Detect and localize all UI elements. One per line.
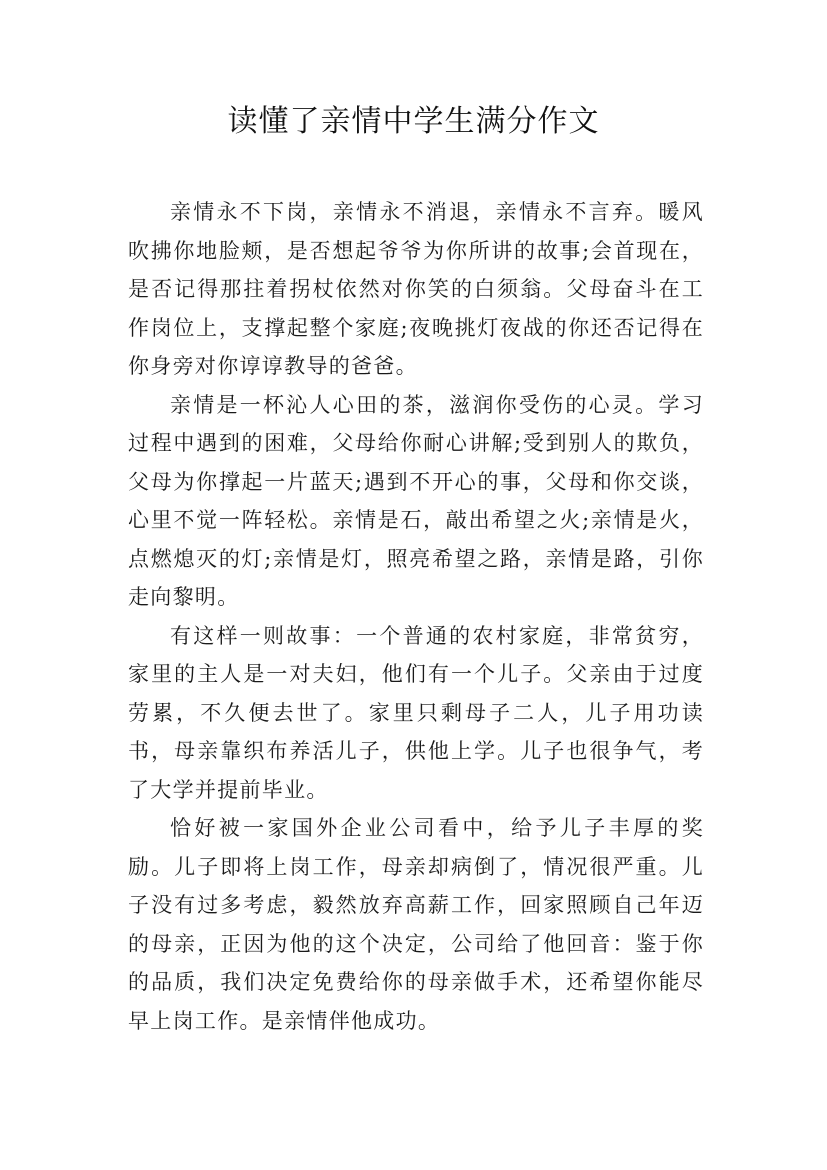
paragraph-2: 亲情是一杯沁人心田的茶，滋润你受伤的心灵。学习过程中遇到的困难，父母给你耐心讲解;受到别人的欺负，父母为你撑起一片蓝天;遇到不开心的事，父母和你交谈，心里不觉一阵轻松。亲情是石，敲出希望之火;亲情是火，点燃熄灭的灯;亲情是灯，照亮希望之路，亲情是路，引你走向黎明。 <box>128 392 704 609</box>
essay-body <box>128 193 704 1040</box>
paragraph-4: 恰好被一家国外企业公司看中，给予儿子丰厚的奖励。儿子即将上岗工作，母亲却病倒了，情况很严重。儿子没有过多考虑，毅然放弃高薪工作，回家照顾自己年迈的母亲，正因为他的这个决定，公司给了他回音：鉴于你的品质，我们决定免费给你的母亲做手术，还希望你能尽早上岗工作。是亲情伴他成功。 <box>128 816 704 1033</box>
paragraph-1: 亲情永不下岗，亲情永不消退，亲情永不言弃。暖风吹拂你地脸颊，是否想起爷爷为你所讲的故事;会首现在，是否记得那拄着拐杖依然对你笑的白须翁。父母奋斗在工作岗位上，支撑起整个家庭;夜晚挑灯夜战的你还否记得在你身旁对你谆谆教导的爸爸。 <box>128 200 704 378</box>
page-title: 读懂了亲情中学生满分作文 <box>227 104 600 139</box>
paragraph-3: 有这样一则故事：一个普通的农村家庭，非常贫穷，家里的主人是一对夫妇，他们有一个儿子。父亲由于过度劳累，不久便去世了。家里只剩母子二人，儿子用功读书，母亲靠织布养活儿子，供他上学。儿子也很争气，考了大学并提前毕业。 <box>128 623 704 802</box>
